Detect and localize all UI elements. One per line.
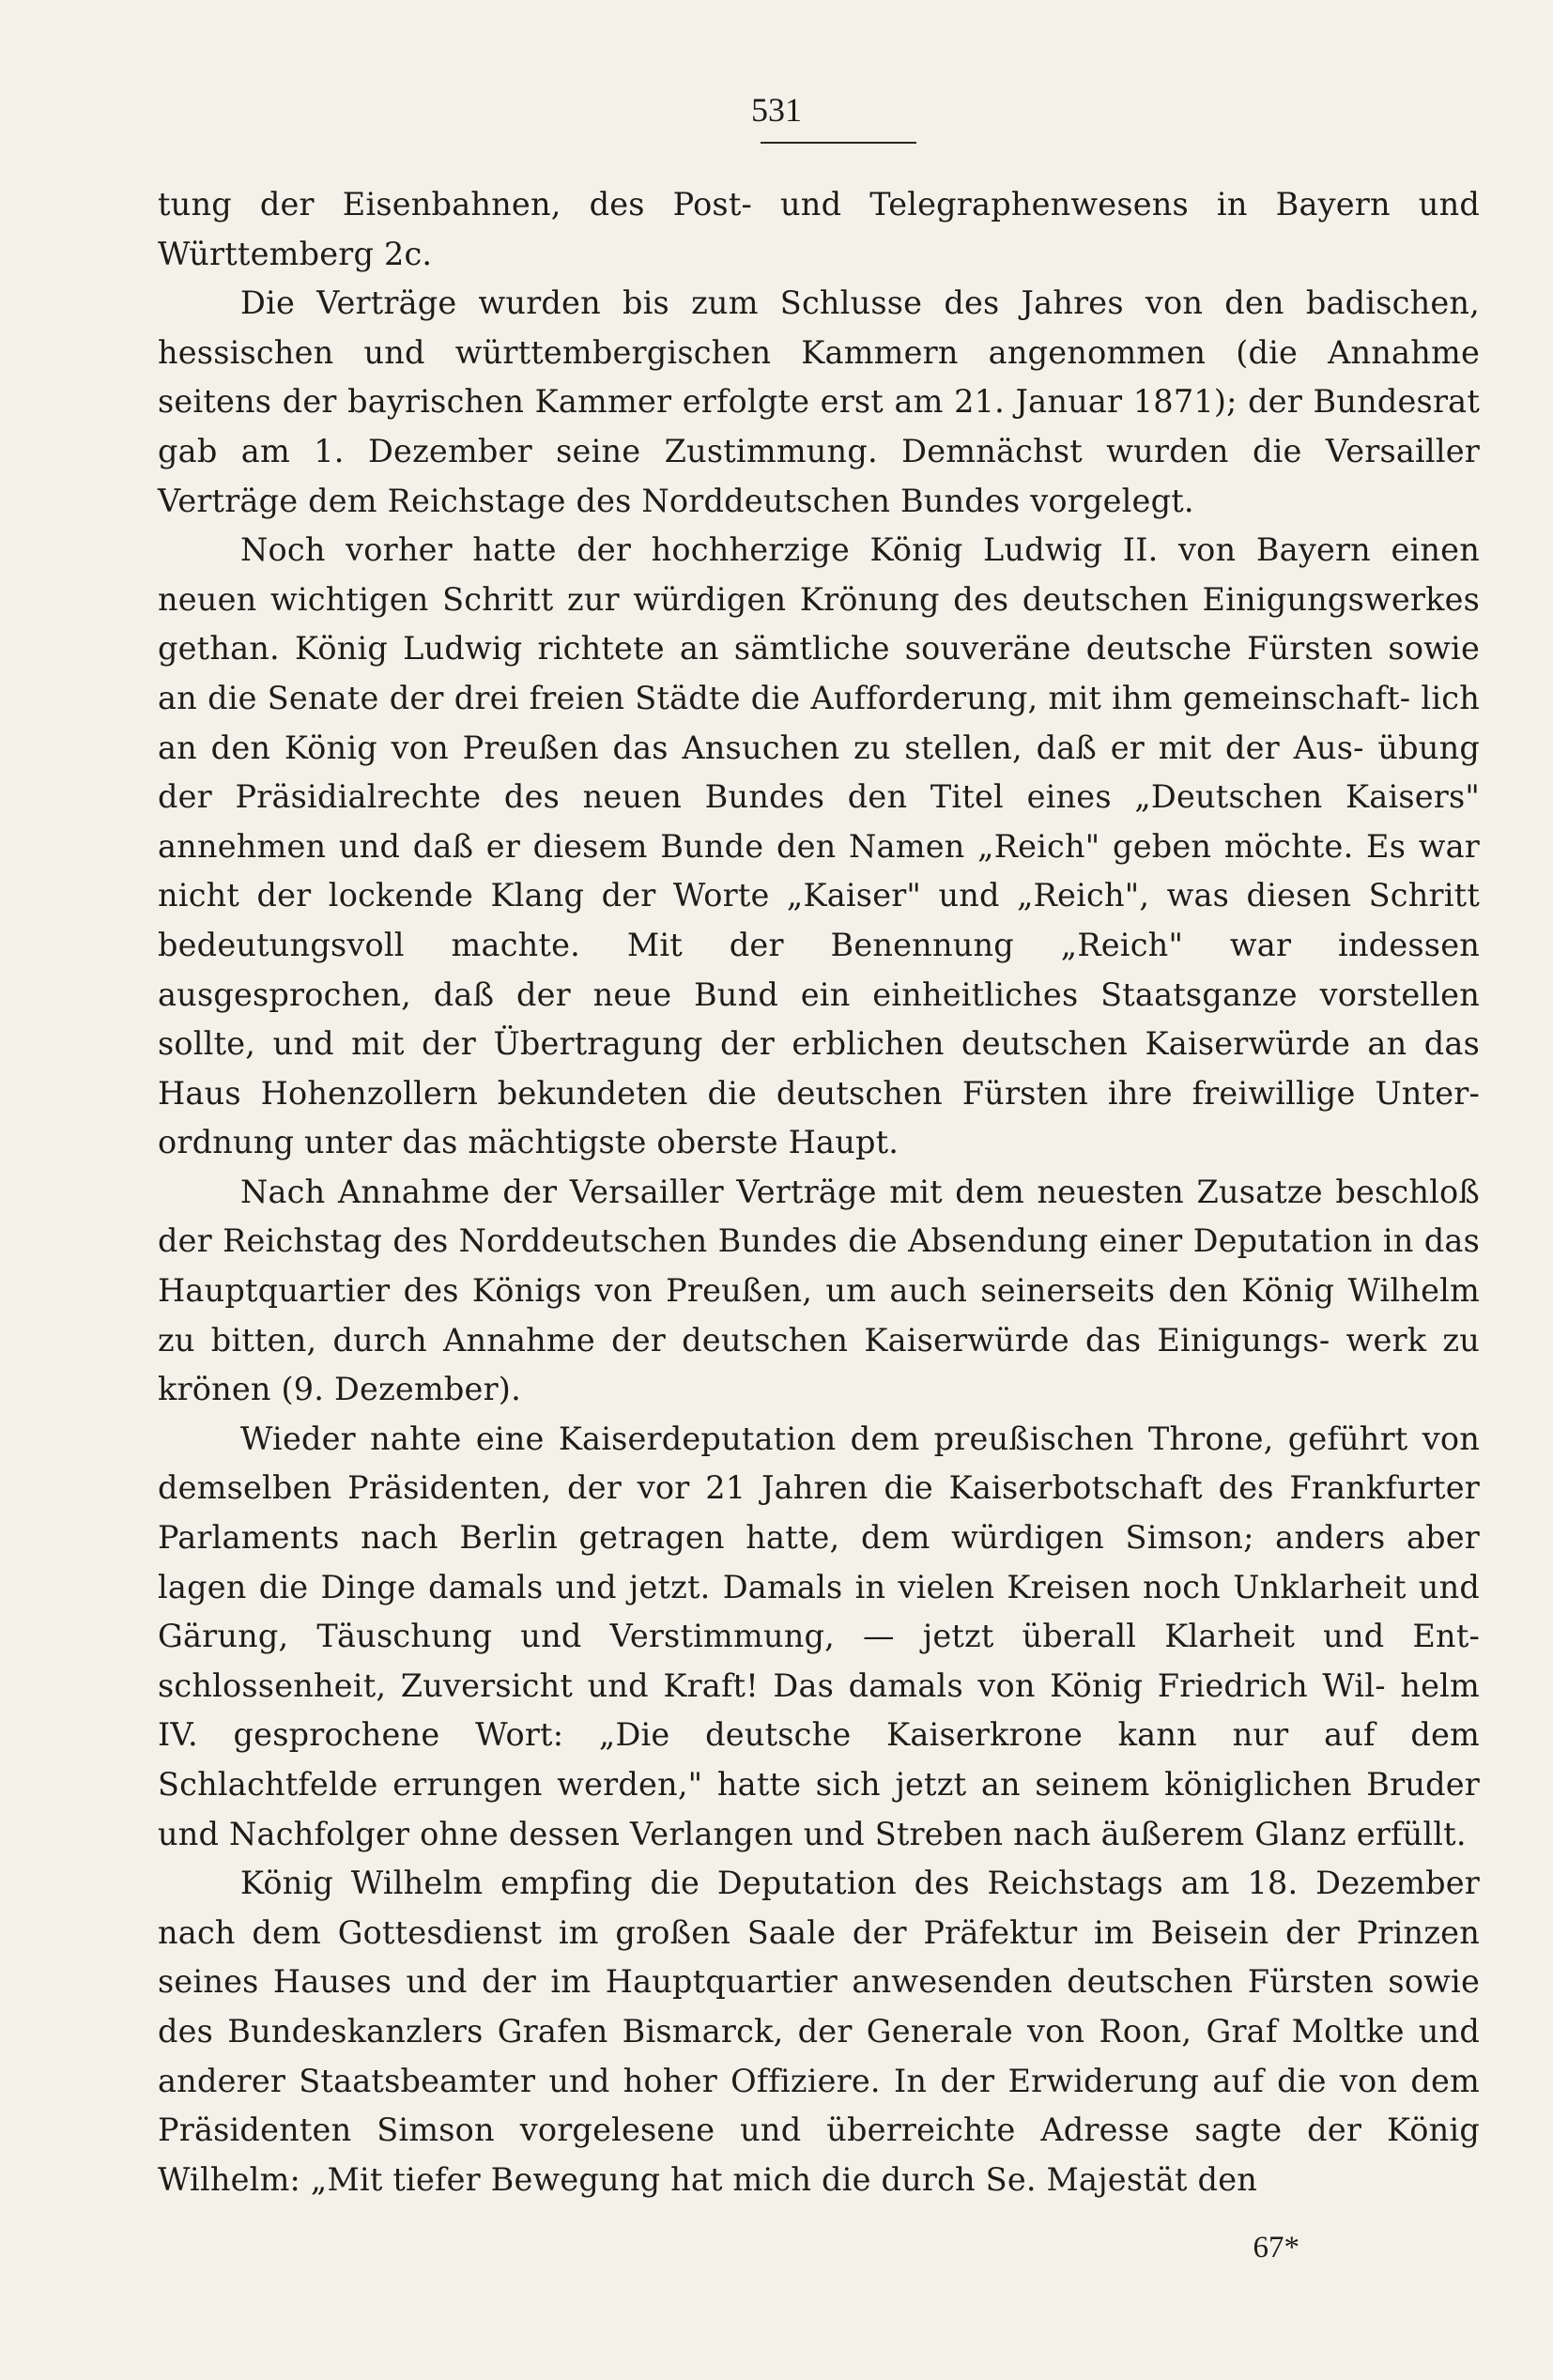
paragraph-3: Noch vorher hatte der hochherzige König Ludwig II. von Bayern einen neuen wichtigen Schritt zur würdigen Krönung des deutschen Einigungswerkes gethan. König Ludwig richtete an sämtliche souveräne deutsche Fürsten sowie an die Senate der drei freien Städte die Aufforderung, mit ihm gemeinschaft- lich an den König von Preußen das Ansuchen zu stellen, daß er mit der Aus- übung der Präsidialrechte des neuen Bundes den Titel eines „Deutschen Kaisers" annehmen und daß er diesem Bunde den Namen „Reich" geben möchte. Es war nicht der lockende Klang der Worte „Kaiser" und „Reich", was diesen Schritt bedeutungsvoll machte. Mit der Benennung „Reich" war indessen ausgesprochen, daß der neue Bund ein einheitliches Staatsganze vorstellen sollte, und mit der Übertragung der erblichen deutschen Kaiserwürde an das Haus Hohenzollern bekundeten die deutschen Fürsten ihre freiwillige Unter- ordnung unter das mächtigste oberste Haupt.	[158, 531, 1480, 1161]
header-rule	[761, 142, 916, 144]
paragraph-6: König Wilhelm empfing die Deputation des Reichstags am 18. Dezember nach dem Gottesdienst im großen Saale der Präfektur im Beisein der Prinzen seines Hauses und der im Hauptquartier anwesenden deutschen Fürsten sowie des Bundeskanzlers Grafen Bismarck, der Generale von Roon, Graf Moltke und anderer Staatsbeamter und hoher Offiziere. In der Erwiderung auf die von dem Präsidenten Simson vorgelesene und überreichte Adresse sagte der König Wilhelm: „Mit tiefer Bewegung hat mich die durch Se. Majestät den	[158, 1865, 1480, 2198]
body-text	[158, 180, 1480, 2204]
paragraph-1: tung der Eisenbahnen, des Post- und Telegraphenwesens in Bayern und Württemberg 2c.	[158, 186, 1480, 272]
page-number: 531	[751, 91, 802, 129]
paragraph-5: Wieder nahte eine Kaiserdeputation dem preußischen Throne, geführt von demselben Präsidenten, der vor 21 Jahren die Kaiserbotschaft des Frankfurter Parlaments nach Berlin getragen hatte, dem würdigen Simson; anders aber lagen die Dinge damals und jetzt. Damals in vielen Kreisen noch Unklarheit und Gärung, Täuschung und Verstimmung, — jetzt überall Klarheit und Ent- schlossenheit, Zuversicht und Kraft! Das damals von König Friedrich Wil- helm IV. gesprochene Wort: „Die deutsche Kaiserkrone kann nur auf dem Schlachtfelde errungen werden," hatte sich jetzt an seinem königlichen Bruder und Nachfolger ohne dessen Verlangen und Streben nach äußerem Glanz erfüllt.	[158, 1420, 1480, 1852]
paragraph-2: Die Verträge wurden bis zum Schlusse des Jahres von den badischen, hessischen und württembergischen Kammern angenommen (die Annahme seitens der bayrischen Kammer erfolgte erst am 21. Januar 1871); der Bundesrat gab am 1. Dezember seine Zustimmung. Demnächst wurden die Versailler Verträge dem Reichstage des Norddeutschen Bundes vorgelegt.	[158, 284, 1480, 519]
signature-mark: 67*	[1253, 2231, 1299, 2265]
paragraph-4: Nach Annahme der Versailler Verträge mit dem neuesten Zusatze beschloß der Reichstag des Norddeutschen Bundes die Absendung einer Deputation in das Hauptquartier des Königs von Preußen, um auch seinerseits den König Wilhelm zu bitten, durch Annahme der deutschen Kaiserwürde das Einigungs- werk zu krönen (9. Dezember).	[158, 1173, 1480, 1408]
